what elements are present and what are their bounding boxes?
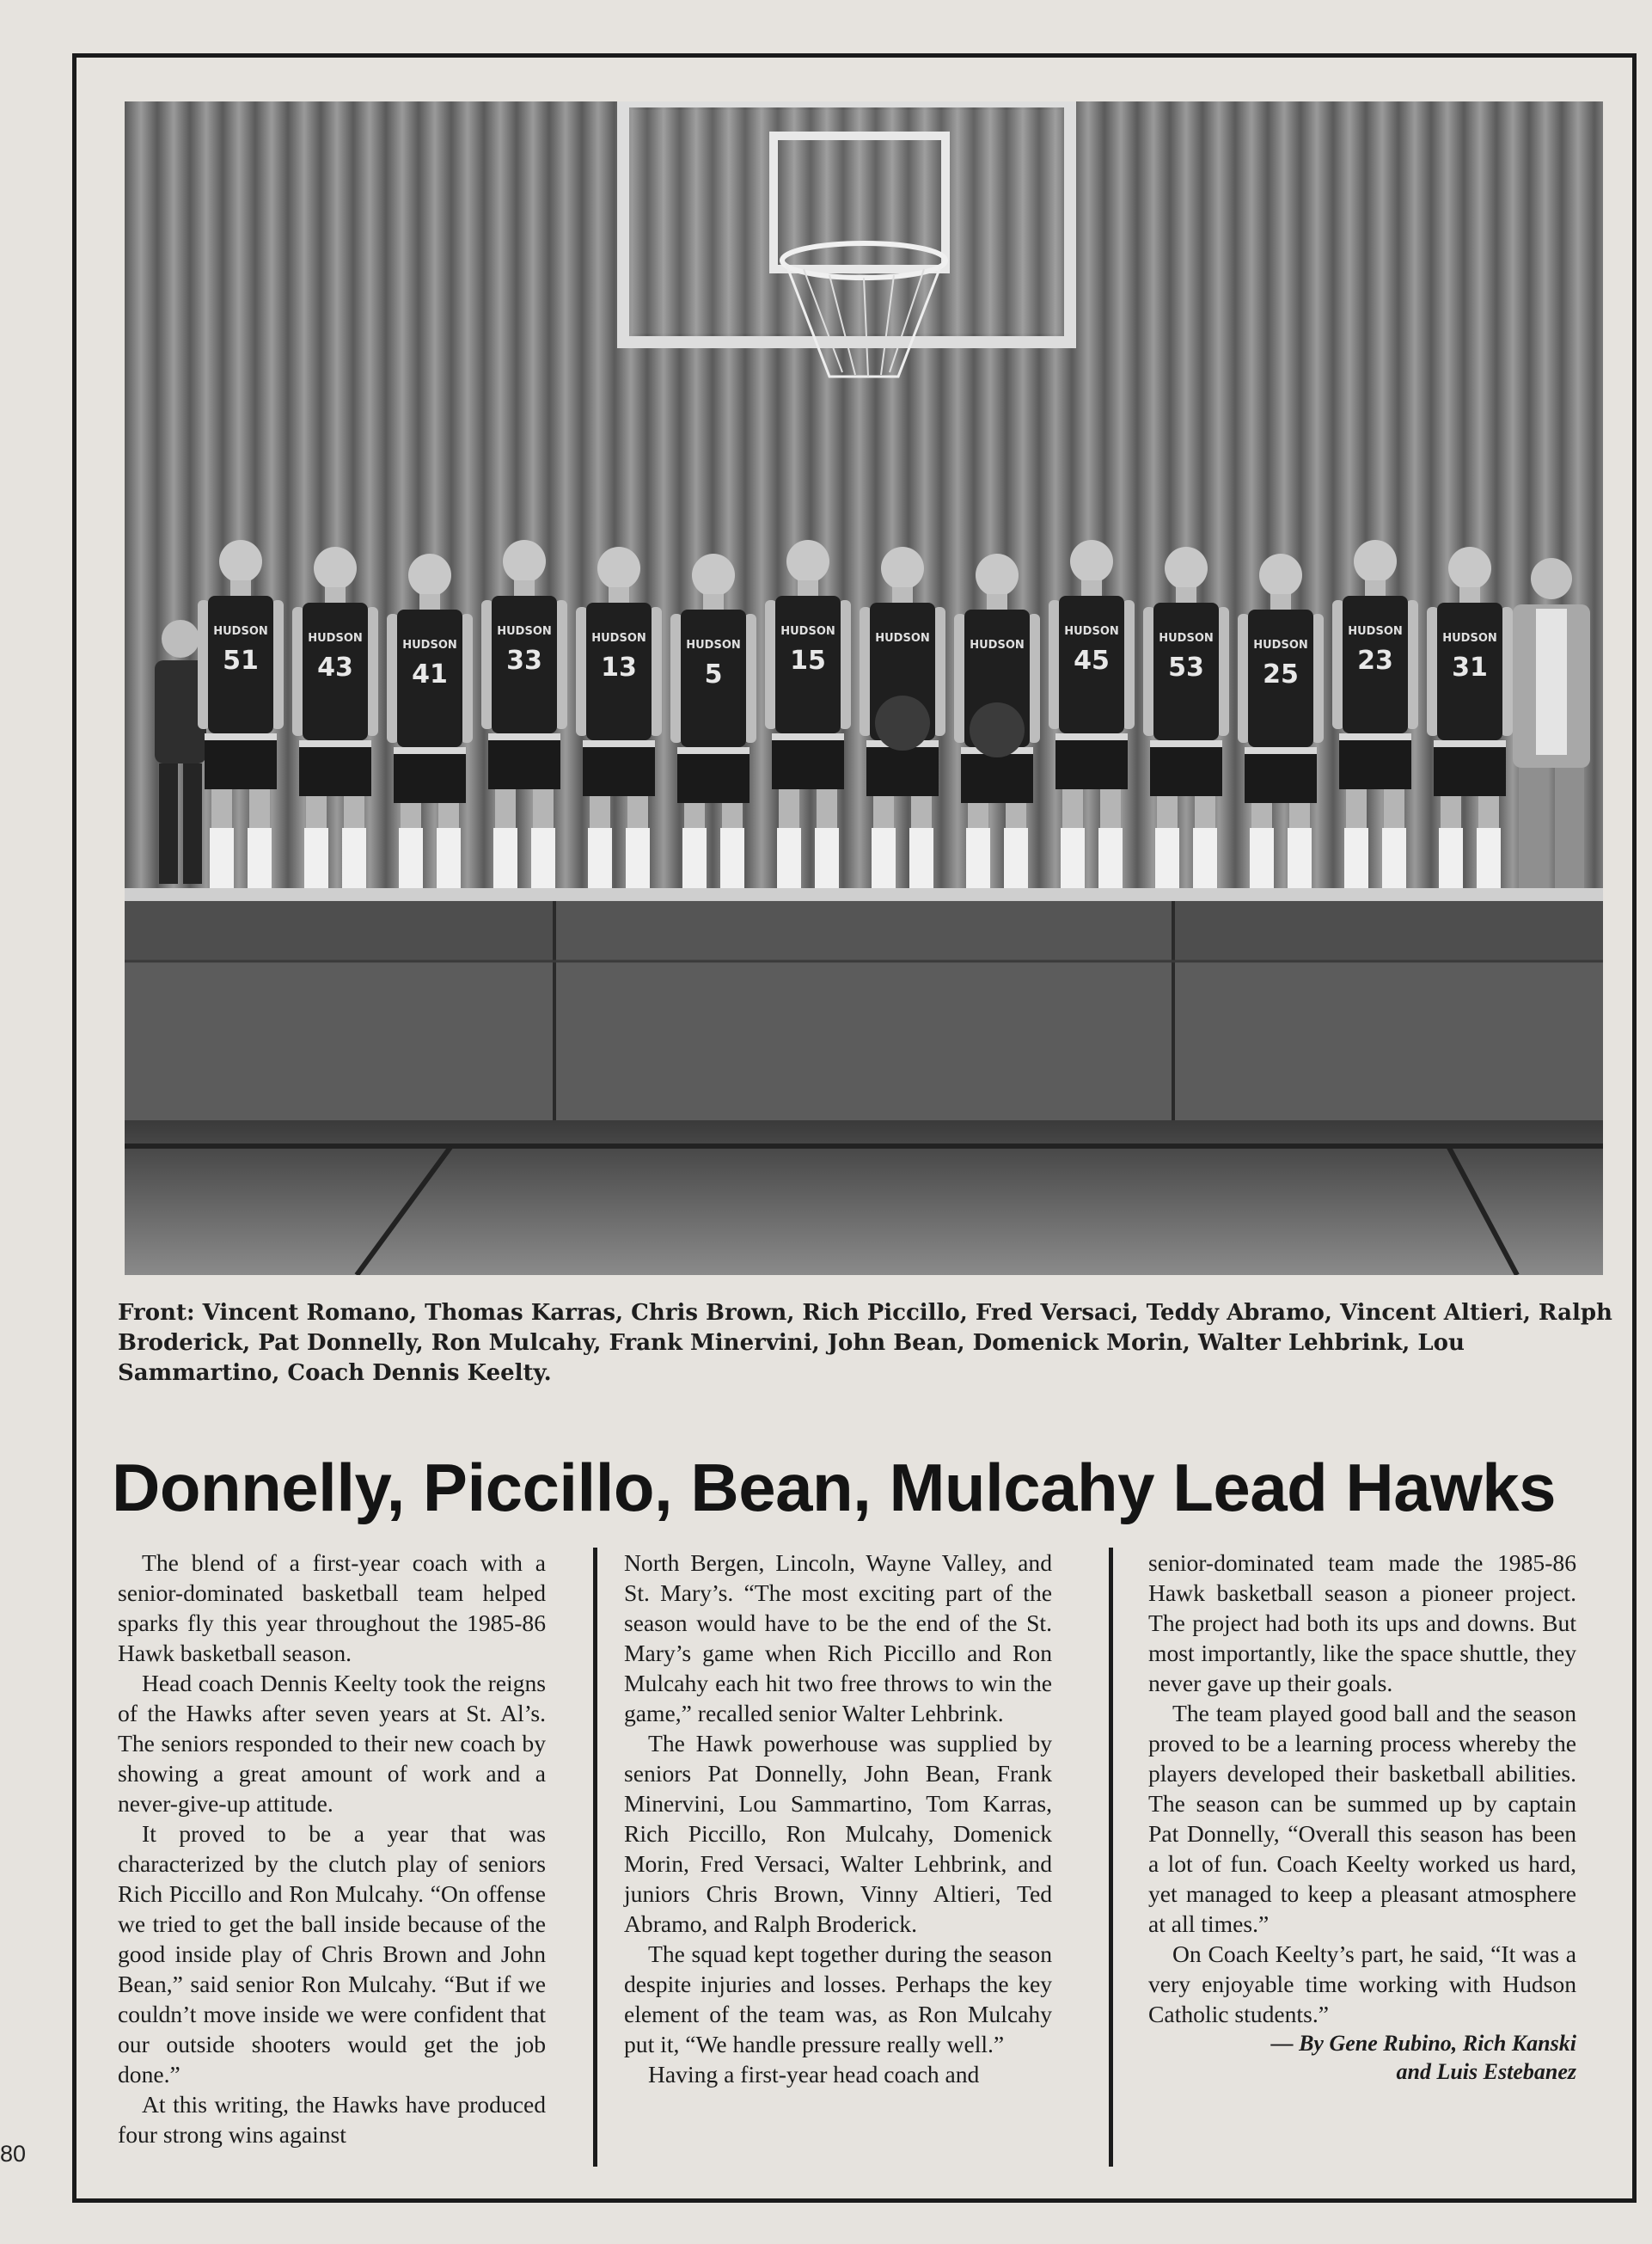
- basketball: [970, 702, 1025, 757]
- article-column-2: [624, 1548, 1052, 2089]
- byline-line-2: and Luis Estebanez: [1396, 2059, 1576, 2084]
- jersey-lettering: HUDSON: [875, 632, 930, 645]
- stage-edge: [125, 888, 1603, 901]
- team-photo: [125, 101, 1603, 1275]
- basketball: [875, 696, 930, 751]
- column-divider: [1109, 1548, 1113, 2167]
- jersey-lettering: HUDSON: [591, 632, 646, 645]
- page-number: 80: [0, 2141, 27, 2167]
- jersey-lettering: HUDSON: [970, 639, 1025, 652]
- jersey-number: 33: [506, 646, 542, 676]
- paragraph: Head coach Dennis Keelty took the reigns of the Hawks after seven years at St. Al’s. The seniors responded to their new coach by showing a great amount of work and a never-give-up attitude.: [118, 1670, 546, 1817]
- paragraph: The Hawk powerhouse was supplied by seniors Pat Donnelly, John Bean, Frank Minervini, Lou Sammartino, Tom Karras, Rich Piccillo, Ron Mulcahy, Domenick Morin, Fred Versaci, Walter Lehbrink, and juniors Chris Brown, Vinny Altieri, Ted Abramo, and Ralph Broderick.: [624, 1730, 1052, 1937]
- article-column-3: [1148, 1548, 1576, 2086]
- paragraph: On Coach Keelty’s part, he said, “It was a very enjoyable time working with Hudson Catholic students.”: [1148, 1941, 1576, 2027]
- jersey-number: 45: [1074, 646, 1110, 676]
- jersey-lettering: HUDSON: [308, 632, 363, 645]
- jersey-number: 53: [1168, 653, 1204, 683]
- jersey-lettering: HUDSON: [780, 625, 835, 638]
- column-divider: [593, 1548, 597, 2167]
- paragraph: North Bergen, Lincoln, Wayne Valley, and St. Mary’s. “The most exciting part of the season would have to be the end of the St. Mary’s game when Rich Piccillo and Ron Mulcahy each hit two free throws to win the game,” recalled senior Walter Lehbrink.: [624, 1549, 1052, 1726]
- jersey-lettering: HUDSON: [1348, 625, 1403, 638]
- team-photo-graphic: [125, 101, 1603, 1275]
- jersey-number: 41: [412, 659, 448, 690]
- jersey-number: 25: [1263, 659, 1299, 690]
- paragraph: The team played good ball and the season proved to be a learning process whereby the players developed their basketball abilities. The season can be summed up by captain Pat Donnelly, “Overall this season has been a lot of fun. Coach Keelty worked us hard, yet managed to keep a pleasant atmosphere at all times.”: [1148, 1700, 1576, 1937]
- photo-caption: Front: Vincent Romano, Thomas Karras, Chris Brown, Rich Piccillo, Fred Versaci, Teddy Abramo, Vincent Altieri, Ralph Broderick, Pat Donnelly, Ron Mulcahy, Frank Minervini, John Bean, Domenick Morin, Walter Lehbrink, Lou Sammartino, Coach Dennis Keelty.: [118, 1300, 1612, 1386]
- paragraph: Having a first-year head coach and: [648, 2061, 980, 2088]
- stage-padding: [125, 901, 554, 961]
- jersey-number: 23: [1357, 646, 1393, 676]
- jersey-lettering: HUDSON: [1442, 632, 1497, 645]
- paragraph: The squad kept together during the season despite injuries and losses. Perhaps the key element of the team was, as Ron Mulcahy put it, “We handle pressure really well.”: [624, 1941, 1052, 2057]
- jersey-lettering: HUDSON: [1064, 625, 1119, 638]
- jersey-lettering: HUDSON: [1253, 639, 1308, 652]
- jersey-lettering: HUDSON: [497, 625, 552, 638]
- jersey-number: 31: [1452, 653, 1488, 683]
- article-column-1: [118, 1548, 546, 2149]
- jersey-number: 51: [223, 646, 259, 676]
- paragraph: The blend of a first-year coach with a senior-dominated basketball team helped sparks fly this year throughout the 1985-86 Hawk basketball season.: [118, 1549, 546, 1666]
- byline-line-1: — By Gene Rubino, Rich Kanski: [1270, 2031, 1576, 2056]
- paragraph: senior-dominated team made the 1985-86 Hawk basketball season a pioneer project. The project had both its ups and downs. But most importantly, like the space shuttle, they never gave up their goals.: [1148, 1549, 1576, 1696]
- article-headline: Donnelly, Piccillo, Bean, Mulcahy Lead Hawks: [112, 1450, 1557, 1525]
- jersey-lettering: HUDSON: [686, 639, 741, 652]
- paragraph: At this writing, the Hawks have produced four strong wins against: [118, 2091, 546, 2148]
- byline: [1148, 2029, 1576, 2086]
- jersey-number: 43: [317, 653, 353, 683]
- jersey-number: 15: [790, 646, 826, 676]
- paragraph: It proved to be a year that was characterized by the clutch play of seniors Rich Piccillo and Ron Mulcahy. “On offense we tried to get the ball inside because of the good inside play of Chris Brown and John Bean,” said senior Ron Mulcahy. “But if we couldn’t move inside we were confident that our outside shooters would get the job done.”: [118, 1820, 546, 2088]
- jersey-number: 13: [601, 653, 637, 683]
- jersey-lettering: HUDSON: [1159, 632, 1214, 645]
- jersey-lettering: HUDSON: [402, 639, 457, 652]
- jersey-number: 5: [704, 659, 723, 690]
- jersey-lettering: HUDSON: [213, 625, 268, 638]
